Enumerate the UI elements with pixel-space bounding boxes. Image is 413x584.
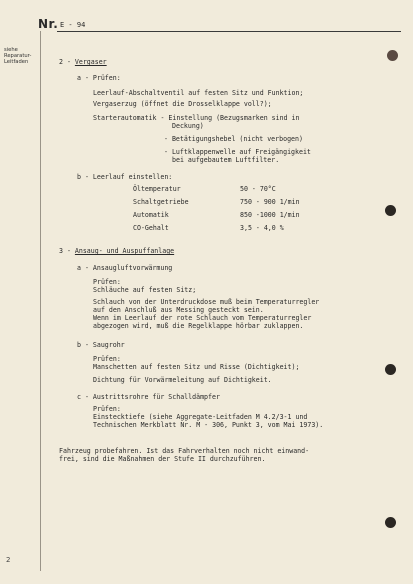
text-line-content: Schläuche auf festen Sitz; bbox=[93, 286, 197, 294]
text-line bbox=[93, 314, 311, 322]
text-line-content: Prüfen: bbox=[93, 278, 121, 286]
text-line-content: b - Saugrohr bbox=[77, 341, 125, 349]
text-line bbox=[77, 264, 172, 272]
text-line-content: - Betätigungshebel (nicht verbogen) bbox=[164, 135, 303, 143]
text-line-content: 850 -1000 1/min bbox=[240, 211, 300, 219]
text-line-content: Einstecktiefe (siehe Aggregate-Leitfaden M 4.2/3-1 und bbox=[93, 413, 308, 421]
text-line-content: abgezogen wird, muß die Regelklappe hörbar zuklappen. bbox=[93, 322, 304, 330]
text-line bbox=[240, 224, 284, 232]
text-line bbox=[133, 185, 181, 193]
text-line-content: auf den Anschluß aus Messing gesteckt sein. bbox=[93, 306, 264, 314]
text-line bbox=[77, 173, 172, 181]
text-line bbox=[59, 455, 265, 463]
text-line bbox=[133, 211, 169, 219]
section-heading: Ansaug- und Auspuffanlage bbox=[74, 247, 175, 255]
text-line-content: Wenn im Leerlauf der rote Schlauch vom Temperaturregler bbox=[93, 314, 312, 322]
text-line bbox=[93, 376, 272, 384]
text-line bbox=[93, 298, 319, 306]
punch-hole bbox=[385, 364, 396, 375]
text-line-content: Öltemperatur bbox=[133, 185, 181, 193]
text-line-content: Manschetten auf festen Sitz und Risse (Dichtigkeit); bbox=[93, 363, 300, 371]
text-line bbox=[77, 393, 220, 401]
text-line bbox=[93, 363, 299, 371]
text-line bbox=[93, 413, 307, 421]
text-line-content: a - Ansaugluftvorwärmung bbox=[77, 264, 173, 272]
text-line-content: Dichtung für Vorwärmeleitung auf Dichtigkeit. bbox=[93, 376, 272, 384]
text-line-content: CO-Gehalt bbox=[133, 224, 169, 232]
text-line bbox=[164, 148, 311, 156]
text-line-content: bei aufgebautem Luftfilter. bbox=[172, 156, 280, 164]
text-line-content: Schaltgetriebe bbox=[133, 198, 189, 206]
text-line-content: Deckung) bbox=[172, 122, 204, 130]
text-line-content: 3,5 - 4,0 % bbox=[240, 224, 284, 232]
text-line bbox=[240, 198, 300, 206]
text-line bbox=[59, 247, 174, 255]
text-line bbox=[133, 198, 189, 206]
text-line bbox=[93, 89, 303, 97]
text-line bbox=[93, 405, 121, 413]
text-line-content: Fahrzeug probefahren. Ist das Fahrverhalten noch nicht einwand- bbox=[59, 447, 310, 455]
text-line bbox=[240, 185, 276, 193]
margin-note-line: Leitfaden bbox=[4, 59, 29, 66]
page-number: 2 bbox=[6, 556, 11, 564]
text-line-content: Leerlauf-Abschaltventil auf festen Sitz und Funktion; bbox=[93, 89, 304, 97]
text-line bbox=[93, 306, 264, 314]
punch-hole bbox=[387, 50, 398, 61]
text-line bbox=[77, 74, 121, 82]
text-line-content: 2 - bbox=[59, 58, 75, 66]
text-line-content: - Luftklappenwelle auf Freigängigkeit bbox=[164, 148, 311, 156]
text-line bbox=[164, 135, 303, 143]
text-line-content: Technischen Merkblatt Nr. M - 306, Punkt 3, vom Mai 1973). bbox=[93, 421, 324, 429]
text-line-content: Prüfen: bbox=[93, 355, 121, 363]
text-line bbox=[133, 224, 169, 232]
margin-note-line: siehe bbox=[4, 47, 18, 53]
text-line-content: frei, sind die Maßnahmen der Stufe II durchzuführen. bbox=[59, 455, 266, 463]
section-heading: Vergaser bbox=[74, 58, 107, 66]
text-line bbox=[59, 58, 107, 66]
text-line-content: c - Austrittsrohre für Schalldämpfer bbox=[77, 393, 220, 401]
text-line-content: Vergaserzug (öffnet die Drosselklappe voll?); bbox=[93, 100, 272, 108]
header-rule bbox=[57, 31, 401, 32]
text-line bbox=[172, 156, 279, 164]
text-line bbox=[93, 355, 121, 363]
text-line bbox=[240, 211, 300, 219]
text-line-content: Automatik bbox=[133, 211, 169, 219]
text-line-content: Prüfen: bbox=[93, 405, 121, 413]
text-line-content: 3 - bbox=[59, 247, 75, 255]
text-line bbox=[93, 421, 323, 429]
text-line bbox=[77, 341, 125, 349]
text-line bbox=[93, 322, 303, 330]
text-line bbox=[93, 114, 299, 122]
text-line-content: Starterautomatik - Einstellung (Bezugsmarken sind in bbox=[93, 114, 300, 122]
header-number: E - 94 bbox=[60, 21, 86, 29]
text-line bbox=[93, 100, 272, 108]
header-nr-label: Nr. bbox=[38, 17, 59, 31]
text-line bbox=[172, 122, 204, 130]
text-line-content: b - Leerlauf einstellen: bbox=[77, 173, 173, 181]
margin-rule bbox=[40, 31, 41, 571]
text-line-content: a - Prüfen: bbox=[77, 74, 121, 82]
text-line-content: 50 - 70°C bbox=[240, 185, 276, 193]
margin-note bbox=[4, 47, 31, 66]
text-line bbox=[93, 286, 196, 294]
punch-hole bbox=[385, 517, 396, 528]
text-line bbox=[59, 447, 309, 455]
margin-note-line: Reparatur- bbox=[4, 53, 32, 60]
text-line-content: 750 - 900 1/min bbox=[240, 198, 300, 206]
text-line-content: Schlauch von der Unterdruckdose muß beim Temperaturregler bbox=[93, 298, 320, 306]
punch-hole bbox=[385, 205, 396, 216]
text-line bbox=[93, 278, 121, 286]
